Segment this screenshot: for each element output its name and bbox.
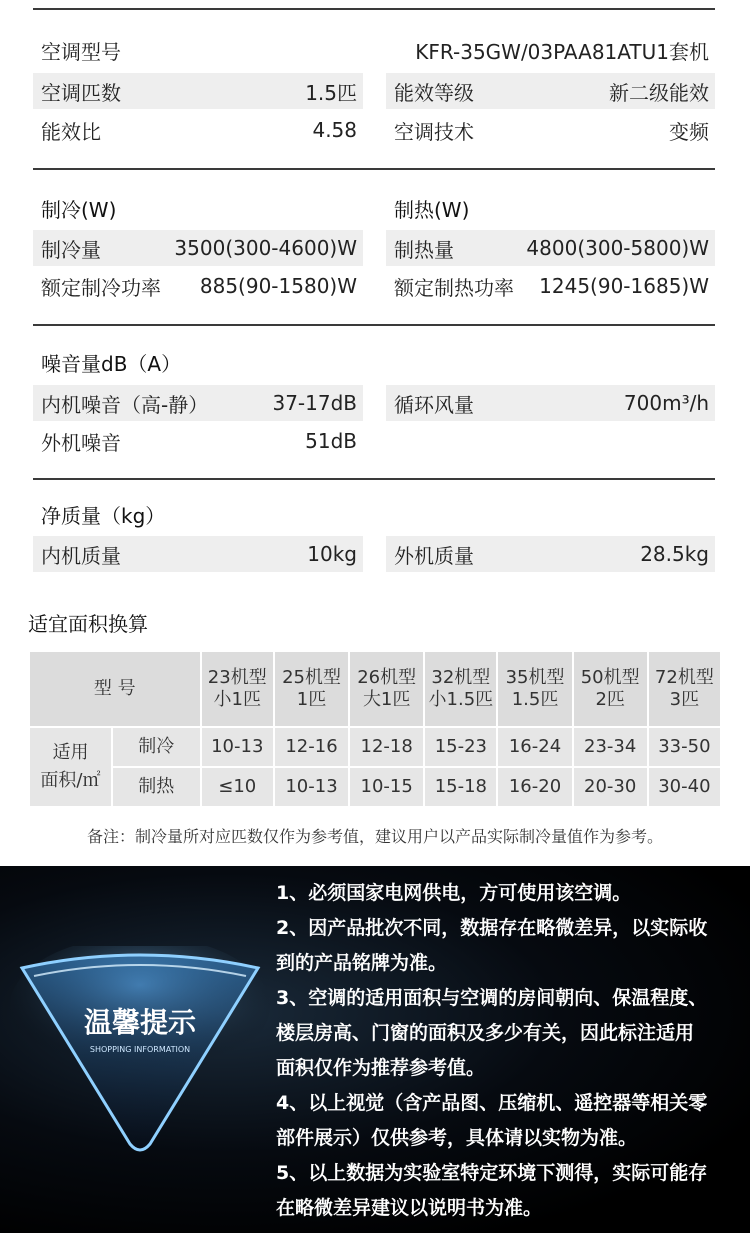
- divider-3: [33, 478, 715, 480]
- cooling-capacity-label: 制冷量: [41, 237, 101, 262]
- noise-title: 噪音量dB（A）: [41, 351, 182, 376]
- spec-hp-row: [33, 73, 363, 109]
- heat-cell: 20-30: [574, 768, 647, 806]
- col-model: 50机型: [580, 667, 640, 688]
- airflow-value: 700m³/h: [623, 391, 709, 415]
- col-model: 72机型: [654, 667, 714, 688]
- heating-power-row: [386, 268, 715, 304]
- cooling-capacity-value: 3500(300-4600)W: [174, 236, 357, 260]
- weight-outdoor-value: 28.5kg: [640, 542, 709, 566]
- col-hp: 3匹: [669, 689, 700, 710]
- tips-badge-title: 温馨提示: [83, 1006, 197, 1039]
- row-label-top: 适用: [52, 742, 89, 763]
- tip-line: 1、必须国家电网供电，方可使用该空调。: [276, 882, 632, 904]
- col-hp: 1匹: [296, 689, 327, 710]
- noise-indoor-row: [33, 385, 363, 421]
- cooling-power-value: 885(90-1580)W: [199, 274, 357, 298]
- top-divider: [33, 8, 715, 10]
- weight-indoor-value: 10kg: [307, 542, 357, 566]
- airflow-label: 循环风量: [394, 392, 474, 417]
- weight-indoor-label: 内机质量: [41, 543, 121, 568]
- area-col-5: [574, 652, 647, 726]
- heat-cell: 10-15: [350, 768, 423, 806]
- divider-1: [33, 168, 715, 170]
- spec-model-label: 空调型号: [41, 39, 121, 64]
- col-hp: 大1匹: [362, 689, 411, 710]
- cooling-title: 制冷(W): [41, 197, 117, 222]
- tip-line: 5、以上数据为实验室特定环境下测得，实际可能存: [276, 1162, 708, 1184]
- area-title: 适宜面积换算: [28, 612, 148, 636]
- area-note: 备注：制冷量所对应匹数仅作为参考值，建议用户以产品实际制冷量值作为参考。: [86, 827, 663, 846]
- col-model: 32机型: [431, 667, 491, 688]
- col-hp: 1.5匹: [511, 689, 559, 710]
- spec-tech-label: 空调技术: [394, 119, 474, 144]
- cool-cell: 12-18: [350, 728, 423, 766]
- weight-indoor-row: [33, 536, 363, 572]
- col-model: 35机型: [505, 667, 565, 688]
- tip-line: 3、空调的适用面积与空调的房间朝向、保温程度、: [276, 987, 708, 1009]
- heat-cell: ≤10: [202, 768, 273, 806]
- col-hp: 小1.5匹: [428, 689, 494, 710]
- noise-indoor-value: 37-17dB: [272, 391, 357, 415]
- heat-cell: 16-20: [498, 768, 571, 806]
- tips-panel: [0, 866, 750, 1233]
- cooling-capacity-row: [33, 230, 363, 266]
- tip-line: 在略微差异建议以说明书为准。: [276, 1197, 543, 1219]
- heat-cell: 10-13: [275, 768, 348, 806]
- airflow-row: [386, 385, 715, 421]
- tip-line: 2、因产品批次不同，数据存在略微差异，以实际收: [276, 917, 708, 939]
- cool-cell: 15-23: [425, 728, 496, 766]
- col-model: 25机型: [282, 667, 341, 688]
- area-table: [28, 650, 722, 808]
- heating-capacity-row: [386, 230, 715, 266]
- area-col-1: [275, 652, 348, 726]
- spec-eer-row: [33, 112, 363, 148]
- area-header-row: [30, 652, 720, 726]
- cool-cell: 16-24: [498, 728, 571, 766]
- spec-eer-label: 能效比: [41, 119, 101, 144]
- area-col-0: [202, 652, 273, 726]
- cool-cell: 10-13: [202, 728, 273, 766]
- noise-outdoor-label: 外机噪音: [41, 430, 121, 455]
- spec-grade-value: 新二级能效: [609, 80, 709, 105]
- weight-title: 净质量（kg）: [41, 503, 166, 528]
- area-col-2: [350, 652, 423, 726]
- tip-line: 部件展示）仅供参考，具体请以实物为准。: [276, 1127, 638, 1149]
- spec-grade-label: 能效等级: [394, 80, 474, 105]
- heating-power-value: 1245(90-1685)W: [539, 274, 709, 298]
- weight-outdoor-row: [386, 536, 715, 572]
- area-col-4: [498, 652, 571, 726]
- warm-tip-triangle-icon: [10, 946, 270, 1156]
- heating-title: 制热(W): [394, 197, 470, 222]
- area-row-label: [30, 728, 111, 806]
- cool-label: 制冷: [113, 728, 200, 766]
- tips-badge-subtitle: SHOPPING INFORMATION: [89, 1045, 191, 1054]
- heating-capacity-value: 4800(300-5800)W: [526, 236, 709, 260]
- divider-2: [33, 324, 715, 326]
- tip-line: 面积仅作为推荐参考值。: [276, 1057, 486, 1079]
- col-hp: 小1匹: [213, 689, 261, 710]
- col-hp: 2匹: [595, 689, 625, 710]
- cool-cell: 12-16: [275, 728, 348, 766]
- heating-capacity-label: 制热量: [394, 237, 454, 262]
- heating-power-label: 额定制热功率: [394, 275, 514, 300]
- tip-line: 楼层房高、门窗的面积及多少有关，因此标注适用: [276, 1022, 695, 1044]
- heat-cell: 15-18: [425, 768, 496, 806]
- col-model: 26机型: [357, 667, 417, 688]
- noise-outdoor-value: 51dB: [305, 429, 357, 453]
- tips-list: [276, 876, 742, 1226]
- area-col-3: [425, 652, 496, 726]
- row-label-bottom: 面积/㎡: [40, 770, 101, 791]
- area-heat-row: [30, 768, 720, 806]
- spec-tech-row: [386, 112, 715, 148]
- heat-cell: 30-40: [649, 768, 720, 806]
- cooling-power-label: 额定制冷功率: [41, 275, 161, 300]
- cool-cell: 33-50: [649, 728, 720, 766]
- cooling-power-row: [33, 268, 363, 304]
- spec-eer-value: 4.58: [312, 118, 357, 142]
- spec-hp-value: 1.5匹: [305, 80, 357, 105]
- area-col-6: [649, 652, 720, 726]
- noise-indoor-label: 内机噪音（高-静）: [41, 392, 209, 417]
- spec-tech-value: 变频: [669, 119, 709, 144]
- spec-model-row: [33, 32, 715, 68]
- heat-label: 制热: [113, 768, 200, 806]
- area-model-header: 型 号: [30, 652, 200, 726]
- cool-cell: 23-34: [574, 728, 647, 766]
- tip-line: 到的产品铭牌为准。: [276, 952, 448, 974]
- col-model: 23机型: [207, 667, 267, 688]
- spec-model-value: KFR-35GW/03PAA81ATU1套机: [415, 39, 709, 64]
- spec-grade-row: [386, 73, 715, 109]
- spec-hp-label: 空调匹数: [41, 80, 121, 105]
- area-cool-row: [30, 728, 720, 766]
- tip-line: 4、以上视觉（含产品图、压缩机、遥控器等相关零: [276, 1092, 708, 1114]
- noise-outdoor-row: [33, 423, 363, 459]
- weight-outdoor-label: 外机质量: [394, 543, 474, 568]
